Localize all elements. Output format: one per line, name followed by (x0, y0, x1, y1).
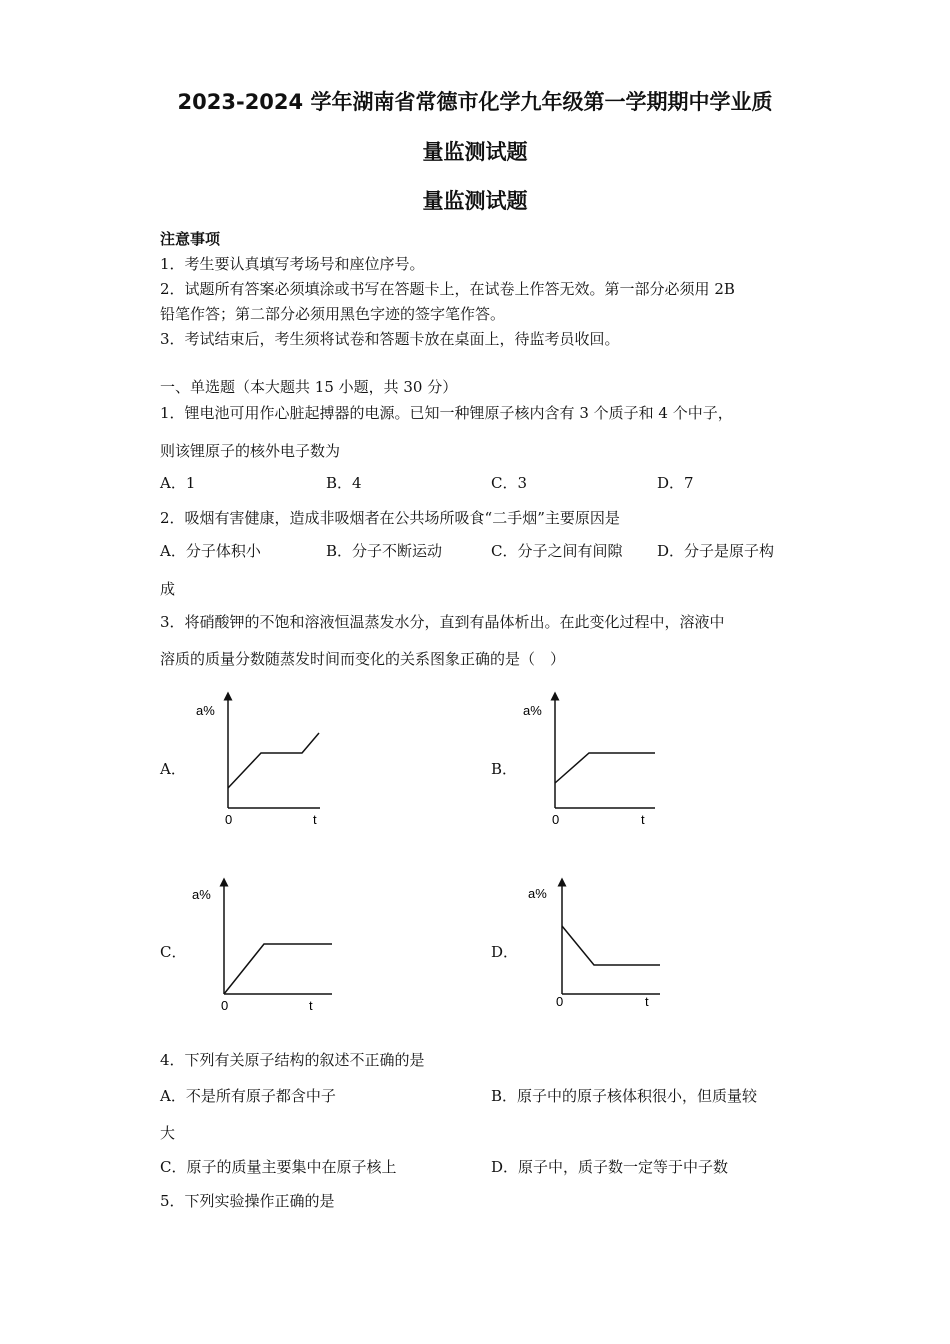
notice-item: 铅笔作答；第二部分必须用黑色字迹的签字笔作答。 (160, 305, 506, 323)
notice-item: 2．试题所有答案必须填涂或书写在答题卡上，在试卷上作答无效。第一部分必须用 2B (160, 280, 735, 298)
q1-option-b: B．4 (326, 474, 362, 492)
question-4-stem: 4．下列有关原子结构的叙述不正确的是 (160, 1051, 425, 1069)
y-axis-label: a% (523, 703, 542, 718)
graph-c (186, 876, 336, 1016)
q1-option-c: C．3 (491, 474, 528, 492)
curve (562, 926, 660, 965)
notice-heading: 注意事项 (160, 230, 221, 248)
y-axis-label: a% (528, 886, 547, 901)
q2-option-a: A．分子体积小 (160, 542, 261, 560)
q2-option-b: B．分子不断运动 (326, 542, 443, 560)
page-title-line-1: 2023-2024 学年湖南省常德市化学九年级第一学期期中学业质 (177, 90, 773, 114)
q1-option-d: D．7 (657, 474, 694, 492)
q4-option-b: B．原子中的原子核体积很小，但质量较 (491, 1087, 758, 1105)
q2-option-d-wrap: 成 (160, 580, 176, 598)
q1-option-a: A．1 (160, 474, 196, 492)
y-axis-label: a% (196, 703, 215, 718)
q4-option-d: D．原子中，质子数一定等于中子数 (491, 1158, 729, 1176)
notice-item: 1．考生要认真填写考场号和座位序号。 (160, 255, 425, 273)
q4-option-b-wrap: 大 (160, 1124, 176, 1142)
x-axis-label: t (645, 994, 649, 1009)
q2-option-d: D．分子是原子构 (657, 542, 775, 560)
graph-d (524, 876, 664, 1016)
page-title-line-2: 量监测试题 (422, 140, 528, 164)
x-axis-label: t (313, 812, 317, 827)
question-3-stem-cont: 溶质的质量分数随蒸发时间而变化的关系图象正确的是（ ） (160, 650, 566, 668)
question-2-stem: 2．吸烟有害健康，造成非吸烟者在公共场所吸食“二手烟”主要原因是 (160, 509, 620, 527)
graph-b (517, 690, 662, 830)
curve (555, 753, 655, 783)
q4-option-a: A．不是所有原子都含中子 (160, 1087, 336, 1105)
question-1-stem: 1．锂电池可用作心脏起搏器的电源。已知一种锂原子核内含有 3 个质子和 4 个中子， (160, 404, 733, 422)
graph-b-label: B． (491, 760, 518, 778)
question-5-stem: 5．下列实验操作正确的是 (160, 1192, 335, 1210)
notice-item: 3．考试结束后，考生须将试卷和答题卡放在桌面上，待监考员收回。 (160, 330, 620, 348)
section-heading: 一、单选题（本大题共 15 小题，共 30 分） (160, 378, 458, 396)
q4-option-c: C．原子的质量主要集中在原子核上 (160, 1158, 397, 1176)
origin-label: 0 (556, 994, 564, 1009)
page-title-line-3: 量监测试题 (422, 189, 528, 213)
curve (224, 944, 332, 994)
graph-c-label: C． (160, 943, 187, 961)
origin-label: 0 (552, 812, 560, 827)
origin-label: 0 (225, 812, 233, 827)
graph-a (190, 690, 330, 830)
x-axis-label: t (641, 812, 645, 827)
graph-a-label: A． (160, 760, 186, 778)
origin-label: 0 (221, 998, 229, 1013)
question-3-stem: 3．将硝酸钾的不饱和溶液恒温蒸发水分，直到有晶体析出。在此变化过程中，溶液中 (160, 613, 725, 631)
q2-option-c: C．分子之间有间隙 (491, 542, 623, 560)
y-axis-label: a% (192, 887, 211, 902)
x-axis-label: t (309, 998, 313, 1013)
curve (228, 733, 319, 788)
question-1-stem-cont: 则该锂原子的核外电子数为 (160, 442, 341, 460)
graph-d-label: D． (491, 943, 519, 961)
